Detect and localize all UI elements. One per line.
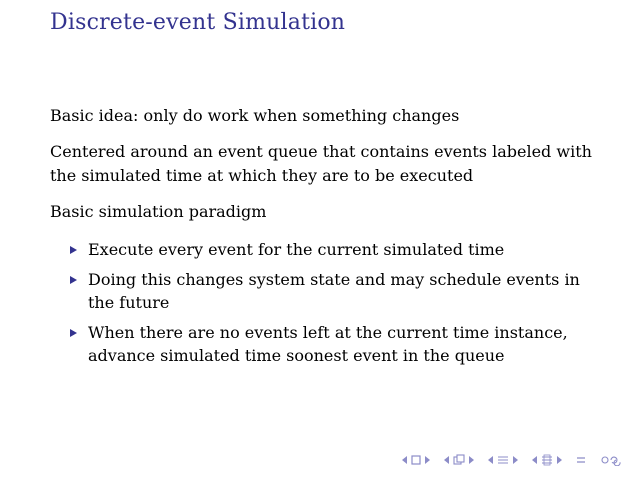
nav-presentation-icon[interactable]	[541, 454, 553, 466]
nav-left-arrow-icon[interactable]	[532, 456, 537, 464]
nav-left-arrow-icon[interactable]	[444, 456, 449, 464]
nav-section-icon[interactable]	[497, 454, 509, 466]
paragraph-paradigm: Basic simulation paradigm	[50, 202, 267, 221]
beamer-navigation-bar	[402, 453, 622, 467]
nav-search-icon[interactable]	[600, 454, 622, 466]
bullet-line: When there are no events left at the current time instance,	[88, 323, 568, 342]
nav-right-arrow-icon[interactable]	[513, 456, 518, 464]
nav-frame-icon[interactable]	[411, 455, 421, 465]
paragraph-event-queue	[50, 140, 592, 188]
triangle-bullet-icon	[70, 276, 77, 284]
bullet-line: the future	[88, 293, 170, 312]
nav-subsection-icon[interactable]	[453, 454, 465, 466]
nav-right-arrow-icon[interactable]	[469, 456, 474, 464]
nav-align-icon[interactable]	[576, 455, 586, 465]
nav-right-arrow-icon[interactable]	[557, 456, 562, 464]
bullet-list	[50, 238, 610, 374]
slide-title: Discrete-event Simulation	[50, 10, 346, 35]
nav-left-arrow-icon[interactable]	[488, 456, 493, 464]
paragraph-line: Centered around an event queue that contains events labeled with	[50, 142, 592, 161]
bullet-line: Doing this changes system state and may schedule events in	[88, 270, 580, 289]
bullet-line: advance simulated time soonest event in the queue	[88, 346, 505, 365]
nav-right-arrow-icon[interactable]	[425, 456, 430, 464]
nav-left-arrow-icon[interactable]	[402, 456, 407, 464]
bullet-line: Execute every event for the current simulated time	[88, 240, 505, 259]
triangle-bullet-icon	[70, 329, 77, 337]
bullet-item	[50, 321, 610, 367]
paragraph-line: the simulated time at which they are to be executed	[50, 166, 474, 185]
triangle-bullet-icon	[70, 246, 77, 254]
bullet-item	[50, 238, 610, 261]
paragraph-basic-idea: Basic idea: only do work when something changes	[50, 106, 460, 125]
bullet-item	[50, 268, 610, 314]
